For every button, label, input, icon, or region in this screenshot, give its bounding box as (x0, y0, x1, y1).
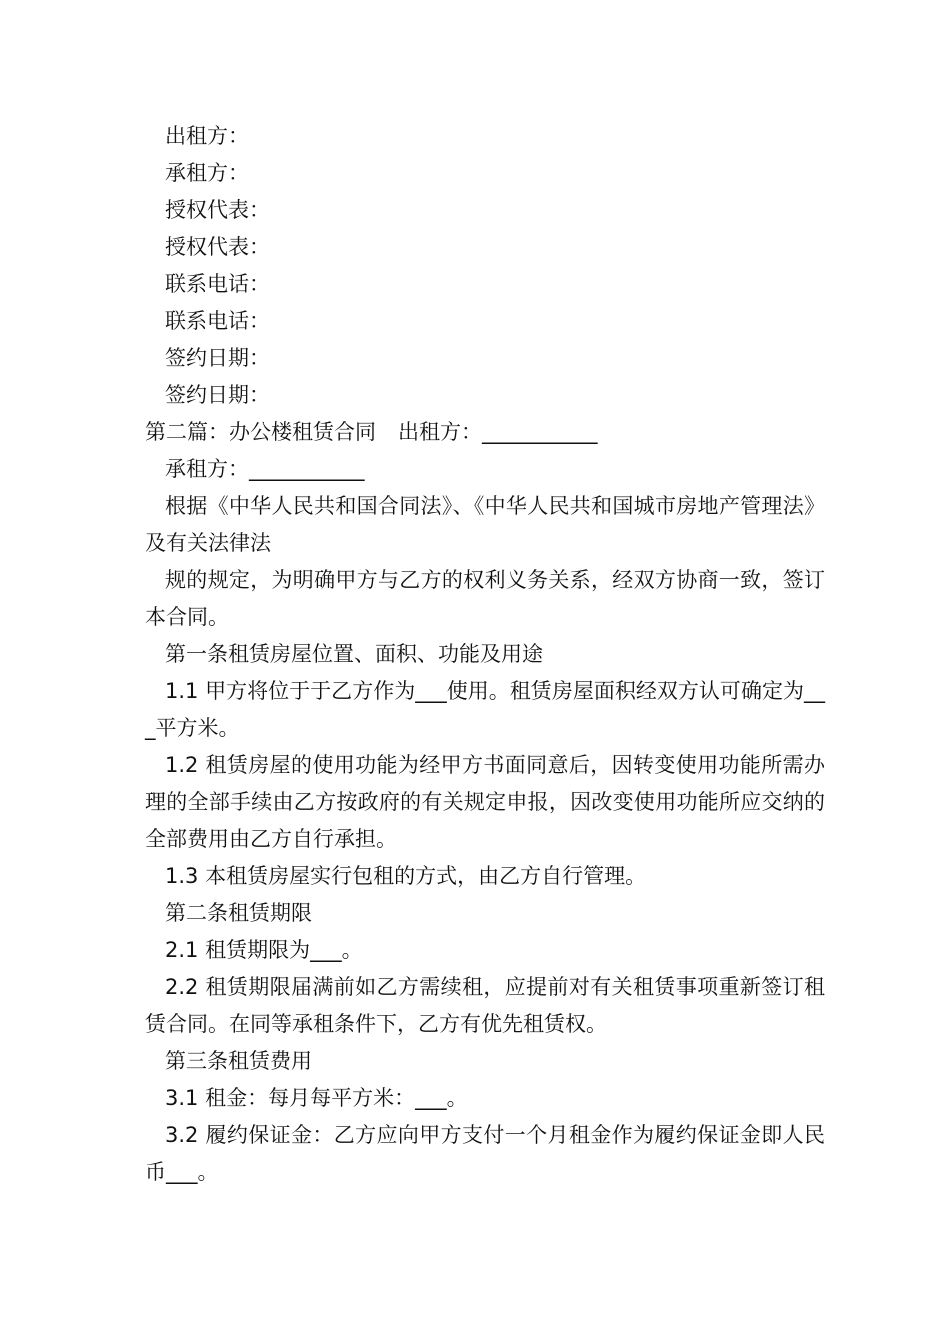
signature-date-label: 签约日期： (165, 383, 270, 407)
clause-2-1: 2.1 租赁期限为___。 (165, 938, 363, 962)
signature-phone-label: 联系电话： (165, 272, 270, 296)
clause-1-3: 1.3 本租赁房屋实行包租的方式，由乙方自行管理。 (165, 864, 647, 888)
section-two-heading-line (145, 414, 825, 451)
clause-1-2: 1.2 租赁房屋的使用功能为经甲方书面同意后，因转变使用功能所需办理的全部手续由乙方按政府的有关规定申报，因改变使用功能所应交纳的全部费用由乙方自行承担。 (145, 753, 825, 851)
preamble-paragraph-2: 规的规定，为明确甲方与乙方的权利义务关系，经双方协商一致，签订本合同。 (145, 568, 825, 629)
signature-lessee-label: 承租方： (165, 161, 249, 185)
signature-representative-label: 授权代表： (165, 235, 270, 259)
clause-3-1: 3.1 租金：每月每平方米：___。 (165, 1086, 468, 1110)
signature-date-label: 签约日期： (165, 346, 270, 370)
section-two-heading: 第二篇：办公楼租赁合同 (145, 420, 376, 444)
clause-1-1: 1.1 甲方将位于于乙方作为___使用。租赁房屋面积经双方认可确定为___平方米。 (145, 679, 825, 740)
preamble-paragraph-1: 根据《中华人民共和国合同法》、《中华人民共和国城市房地产管理法》及有关法律法 (145, 494, 825, 555)
clause-2-2: 2.2 租赁期限届满前如乙方需续租，应提前对有关租赁事项重新签订租赁合同。在同等承租条件下，乙方有优先租赁权。 (145, 975, 825, 1036)
article-1-title: 第一条租赁房屋位置、面积、功能及用途 (165, 642, 543, 666)
article-2-title: 第二条租赁期限 (165, 901, 312, 925)
signature-phone-label: 联系电话： (165, 309, 270, 333)
signature-lessor-label: 出租方： (165, 124, 249, 148)
article-3-title: 第三条租赁费用 (165, 1049, 312, 1073)
clause-3-2: 3.2 履约保证金：乙方应向甲方支付一个月租金作为履约保证金即人民币___。 (145, 1123, 825, 1184)
signature-representative-label: 授权代表： (165, 198, 270, 222)
section-two-lessee: 承租方：___________ (165, 457, 365, 481)
section-two-lessor: 出租方：___________ (398, 420, 598, 444)
document-body (145, 118, 825, 1191)
